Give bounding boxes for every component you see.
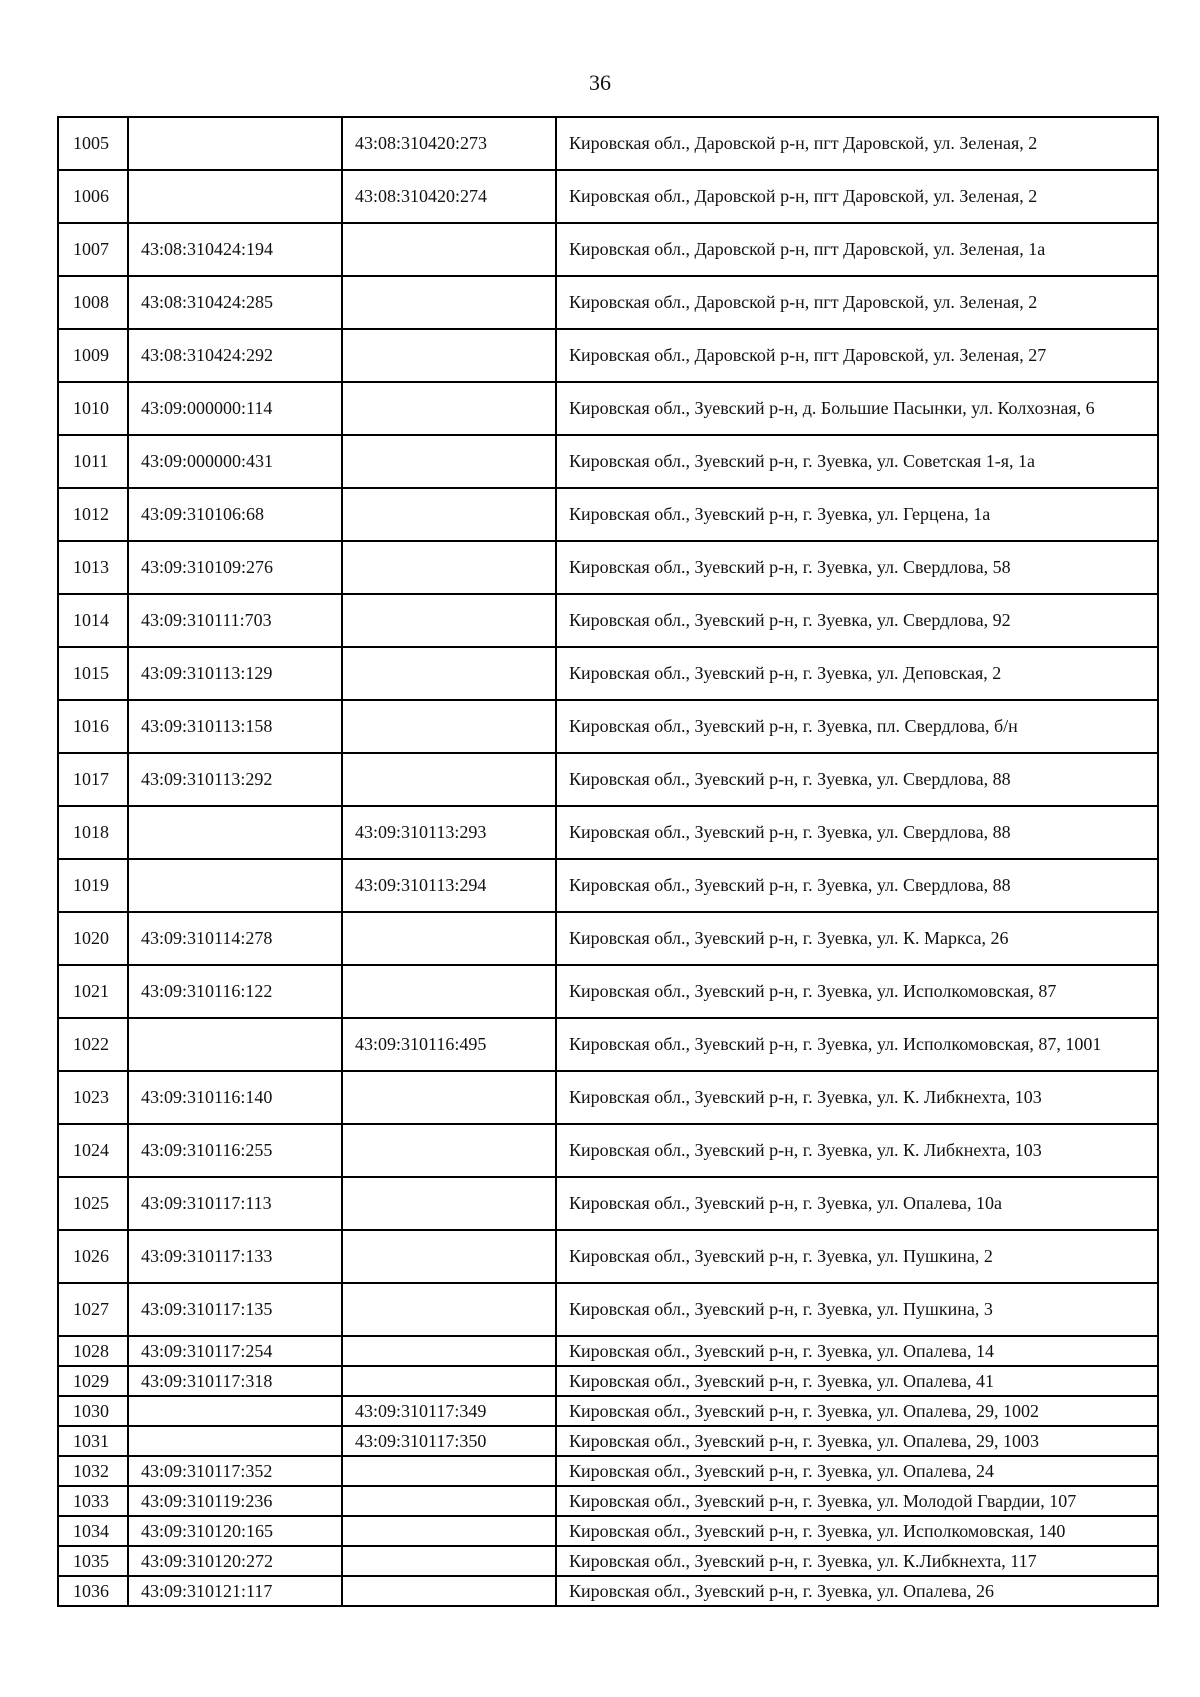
cadastral-number-secondary-cell: 43:09:310117:349 (342, 1396, 556, 1426)
row-number-cell: 1036 (58, 1576, 128, 1606)
address-cell: Кировская обл., Зуевский р-н, г. Зуевка, ул. Советская 1-я, 1а (556, 435, 1158, 488)
cadastral-number-secondary-cell (342, 1230, 556, 1283)
cadastral-number-secondary-cell (342, 1366, 556, 1396)
cadastral-number-secondary-cell (342, 1336, 556, 1366)
address-cell: Кировская обл., Даровской р-н, пгт Даровской, ул. Зеленая, 1а (556, 223, 1158, 276)
cadastral-number-secondary-cell (342, 1486, 556, 1516)
cadastral-number-primary-cell: 43:09:310113:158 (128, 700, 342, 753)
cadastral-number-secondary-cell (342, 541, 556, 594)
cadastral-number-secondary-cell (342, 965, 556, 1018)
address-cell: Кировская обл., Зуевский р-н, г. Зуевка, ул. Свердлова, 88 (556, 859, 1158, 912)
row-number-cell: 1034 (58, 1516, 128, 1546)
address-cell: Кировская обл., Зуевский р-н, г. Зуевка, ул. Опалева, 41 (556, 1366, 1158, 1396)
row-number-cell: 1009 (58, 329, 128, 382)
cadastral-number-secondary-cell (342, 1071, 556, 1124)
cadastral-number-secondary-cell (342, 329, 556, 382)
cadastral-number-primary-cell (128, 170, 342, 223)
table-row (58, 435, 1158, 488)
table-row (58, 1546, 1158, 1576)
address-cell: Кировская обл., Зуевский р-н, г. Зуевка, ул. Опалева, 24 (556, 1456, 1158, 1486)
registry-table (57, 116, 1159, 1607)
address-cell: Кировская обл., Зуевский р-н, г. Зуевка, ул. Герцена, 1а (556, 488, 1158, 541)
address-cell: Кировская обл., Зуевский р-н, г. Зуевка, ул. К. Маркса, 26 (556, 912, 1158, 965)
address-cell: Кировская обл., Зуевский р-н, г. Зуевка, ул. Деповская, 2 (556, 647, 1158, 700)
cadastral-number-primary-cell: 43:09:310117:113 (128, 1177, 342, 1230)
table-row (58, 1396, 1158, 1426)
address-cell: Кировская обл., Зуевский р-н, г. Зуевка, ул. Исполкомовская, 87 (556, 965, 1158, 1018)
cadastral-number-primary-cell: 43:09:310116:122 (128, 965, 342, 1018)
table-row (58, 1456, 1158, 1486)
table-row (58, 541, 1158, 594)
row-number-cell: 1024 (58, 1124, 128, 1177)
row-number-cell: 1022 (58, 1018, 128, 1071)
address-cell: Кировская обл., Зуевский р-н, г. Зуевка, ул. Опалева, 14 (556, 1336, 1158, 1366)
cadastral-number-primary-cell: 43:08:310424:285 (128, 276, 342, 329)
cadastral-number-primary-cell (128, 1018, 342, 1071)
cadastral-number-secondary-cell (342, 1456, 556, 1486)
row-number-cell: 1006 (58, 170, 128, 223)
registry-table-body (58, 117, 1158, 1606)
table-row (58, 1124, 1158, 1177)
row-number-cell: 1033 (58, 1486, 128, 1516)
address-cell: Кировская обл., Зуевский р-н, г. Зуевка, ул. Опалева, 26 (556, 1576, 1158, 1606)
table-row (58, 170, 1158, 223)
row-number-cell: 1027 (58, 1283, 128, 1336)
cadastral-number-secondary-cell (342, 1516, 556, 1546)
cadastral-number-secondary-cell (342, 700, 556, 753)
cadastral-number-secondary-cell (342, 1124, 556, 1177)
cadastral-number-secondary-cell (342, 1546, 556, 1576)
address-cell: Кировская обл., Зуевский р-н, г. Зуевка, пл. Свердлова, б/н (556, 700, 1158, 753)
cadastral-number-primary-cell: 43:09:310116:255 (128, 1124, 342, 1177)
row-number-cell: 1010 (58, 382, 128, 435)
cadastral-number-primary-cell: 43:09:310113:292 (128, 753, 342, 806)
cadastral-number-primary-cell: 43:08:310424:292 (128, 329, 342, 382)
address-cell: Кировская обл., Зуевский р-н, г. Зуевка, ул. Опалева, 10а (556, 1177, 1158, 1230)
table-row (58, 1336, 1158, 1366)
address-cell: Кировская обл., Зуевский р-н, г. Зуевка, ул. Молодой Гвардии, 107 (556, 1486, 1158, 1516)
table-row (58, 329, 1158, 382)
cadastral-number-primary-cell (128, 1426, 342, 1456)
table-row (58, 859, 1158, 912)
table-row (58, 1486, 1158, 1516)
address-cell: Кировская обл., Зуевский р-н, г. Зуевка, ул. Исполкомовская, 87, 1001 (556, 1018, 1158, 1071)
row-number-cell: 1015 (58, 647, 128, 700)
cadastral-number-secondary-cell (342, 1576, 556, 1606)
table-row (58, 223, 1158, 276)
cadastral-number-primary-cell: 43:09:310113:129 (128, 647, 342, 700)
address-cell: Кировская обл., Даровской р-н, пгт Даровской, ул. Зеленая, 2 (556, 170, 1158, 223)
table-row (58, 647, 1158, 700)
cadastral-number-primary-cell: 43:09:310117:352 (128, 1456, 342, 1486)
address-cell: Кировская обл., Зуевский р-н, г. Зуевка, ул. Пушкина, 3 (556, 1283, 1158, 1336)
table-row (58, 276, 1158, 329)
row-number-cell: 1013 (58, 541, 128, 594)
cadastral-number-primary-cell: 43:09:310120:272 (128, 1546, 342, 1576)
cadastral-number-primary-cell: 43:09:000000:431 (128, 435, 342, 488)
cadastral-number-primary-cell (128, 859, 342, 912)
address-cell: Кировская обл., Даровской р-н, пгт Даровской, ул. Зеленая, 2 (556, 117, 1158, 170)
row-number-cell: 1011 (58, 435, 128, 488)
row-number-cell: 1032 (58, 1456, 128, 1486)
cadastral-number-primary-cell (128, 117, 342, 170)
table-row (58, 1071, 1158, 1124)
cadastral-number-primary-cell: 43:09:310109:276 (128, 541, 342, 594)
row-number-cell: 1026 (58, 1230, 128, 1283)
address-cell: Кировская обл., Зуевский р-н, г. Зуевка, ул. Исполкомовская, 140 (556, 1516, 1158, 1546)
cadastral-number-secondary-cell (342, 1283, 556, 1336)
row-number-cell: 1028 (58, 1336, 128, 1366)
table-row (58, 1283, 1158, 1336)
row-number-cell: 1031 (58, 1426, 128, 1456)
table-row (58, 700, 1158, 753)
row-number-cell: 1030 (58, 1396, 128, 1426)
row-number-cell: 1025 (58, 1177, 128, 1230)
table-row (58, 753, 1158, 806)
table-row (58, 1426, 1158, 1456)
table-row (58, 965, 1158, 1018)
cadastral-number-primary-cell: 43:09:310119:236 (128, 1486, 342, 1516)
address-cell: Кировская обл., Зуевский р-н, д. Большие Пасынки, ул. Колхозная, 6 (556, 382, 1158, 435)
cadastral-number-secondary-cell: 43:08:310420:274 (342, 170, 556, 223)
cadastral-number-primary-cell: 43:09:310106:68 (128, 488, 342, 541)
cadastral-number-primary-cell (128, 1396, 342, 1426)
cadastral-number-primary-cell: 43:09:310117:135 (128, 1283, 342, 1336)
address-cell: Кировская обл., Зуевский р-н, г. Зуевка, ул. К.Либкнехта, 117 (556, 1546, 1158, 1576)
table-row (58, 488, 1158, 541)
row-number-cell: 1019 (58, 859, 128, 912)
row-number-cell: 1020 (58, 912, 128, 965)
table-row (58, 1177, 1158, 1230)
cadastral-number-secondary-cell: 43:09:310113:294 (342, 859, 556, 912)
address-cell: Кировская обл., Зуевский р-н, г. Зуевка, ул. Опалева, 29, 1003 (556, 1426, 1158, 1456)
cadastral-number-secondary-cell (342, 488, 556, 541)
address-cell: Кировская обл., Зуевский р-н, г. Зуевка, ул. Опалева, 29, 1002 (556, 1396, 1158, 1426)
table-row (58, 382, 1158, 435)
cadastral-number-primary-cell (128, 806, 342, 859)
row-number-cell: 1021 (58, 965, 128, 1018)
cadastral-number-secondary-cell (342, 647, 556, 700)
cadastral-number-secondary-cell (342, 276, 556, 329)
address-cell: Кировская обл., Зуевский р-н, г. Зуевка, ул. Свердлова, 92 (556, 594, 1158, 647)
address-cell: Кировская обл., Зуевский р-н, г. Зуевка, ул. Пушкина, 2 (556, 1230, 1158, 1283)
cadastral-number-primary-cell: 43:09:310117:133 (128, 1230, 342, 1283)
page-number: 36 (589, 70, 611, 95)
row-number-cell: 1008 (58, 276, 128, 329)
row-number-cell: 1007 (58, 223, 128, 276)
row-number-cell: 1035 (58, 1546, 128, 1576)
address-cell: Кировская обл., Зуевский р-н, г. Зуевка, ул. Свердлова, 88 (556, 806, 1158, 859)
table-row (58, 1576, 1158, 1606)
cadastral-number-primary-cell: 43:09:310120:165 (128, 1516, 342, 1546)
cadastral-number-primary-cell: 43:09:310117:254 (128, 1336, 342, 1366)
address-cell: Кировская обл., Зуевский р-н, г. Зуевка, ул. Свердлова, 58 (556, 541, 1158, 594)
table-row (58, 1230, 1158, 1283)
table-row (58, 806, 1158, 859)
table-row (58, 117, 1158, 170)
cadastral-number-primary-cell: 43:09:000000:114 (128, 382, 342, 435)
cadastral-number-primary-cell: 43:09:310117:318 (128, 1366, 342, 1396)
table-row (58, 594, 1158, 647)
row-number-cell: 1014 (58, 594, 128, 647)
table-row (58, 1018, 1158, 1071)
table-row (58, 1366, 1158, 1396)
address-cell: Кировская обл., Даровской р-н, пгт Даровской, ул. Зеленая, 27 (556, 329, 1158, 382)
cadastral-number-secondary-cell: 43:09:310117:350 (342, 1426, 556, 1456)
address-cell: Кировская обл., Даровской р-н, пгт Даровской, ул. Зеленая, 2 (556, 276, 1158, 329)
cadastral-number-primary-cell: 43:09:310116:140 (128, 1071, 342, 1124)
cadastral-number-primary-cell: 43:08:310424:194 (128, 223, 342, 276)
row-number-cell: 1012 (58, 488, 128, 541)
cadastral-number-secondary-cell (342, 382, 556, 435)
cadastral-number-primary-cell: 43:09:310114:278 (128, 912, 342, 965)
cadastral-number-secondary-cell (342, 912, 556, 965)
cadastral-number-secondary-cell (342, 594, 556, 647)
cadastral-number-primary-cell: 43:09:310121:117 (128, 1576, 342, 1606)
cadastral-number-secondary-cell (342, 753, 556, 806)
row-number-cell: 1017 (58, 753, 128, 806)
row-number-cell: 1016 (58, 700, 128, 753)
cadastral-number-primary-cell: 43:09:310111:703 (128, 594, 342, 647)
address-cell: Кировская обл., Зуевский р-н, г. Зуевка, ул. Свердлова, 88 (556, 753, 1158, 806)
row-number-cell: 1005 (58, 117, 128, 170)
address-cell: Кировская обл., Зуевский р-н, г. Зуевка, ул. К. Либкнехта, 103 (556, 1071, 1158, 1124)
row-number-cell: 1029 (58, 1366, 128, 1396)
cadastral-number-secondary-cell: 43:09:310116:495 (342, 1018, 556, 1071)
cadastral-number-secondary-cell (342, 1177, 556, 1230)
row-number-cell: 1018 (58, 806, 128, 859)
cadastral-number-secondary-cell: 43:09:310113:293 (342, 806, 556, 859)
row-number-cell: 1023 (58, 1071, 128, 1124)
cadastral-number-secondary-cell: 43:08:310420:273 (342, 117, 556, 170)
cadastral-number-secondary-cell (342, 223, 556, 276)
table-row (58, 1516, 1158, 1546)
table-row (58, 912, 1158, 965)
address-cell: Кировская обл., Зуевский р-н, г. Зуевка, ул. К. Либкнехта, 103 (556, 1124, 1158, 1177)
cadastral-number-secondary-cell (342, 435, 556, 488)
